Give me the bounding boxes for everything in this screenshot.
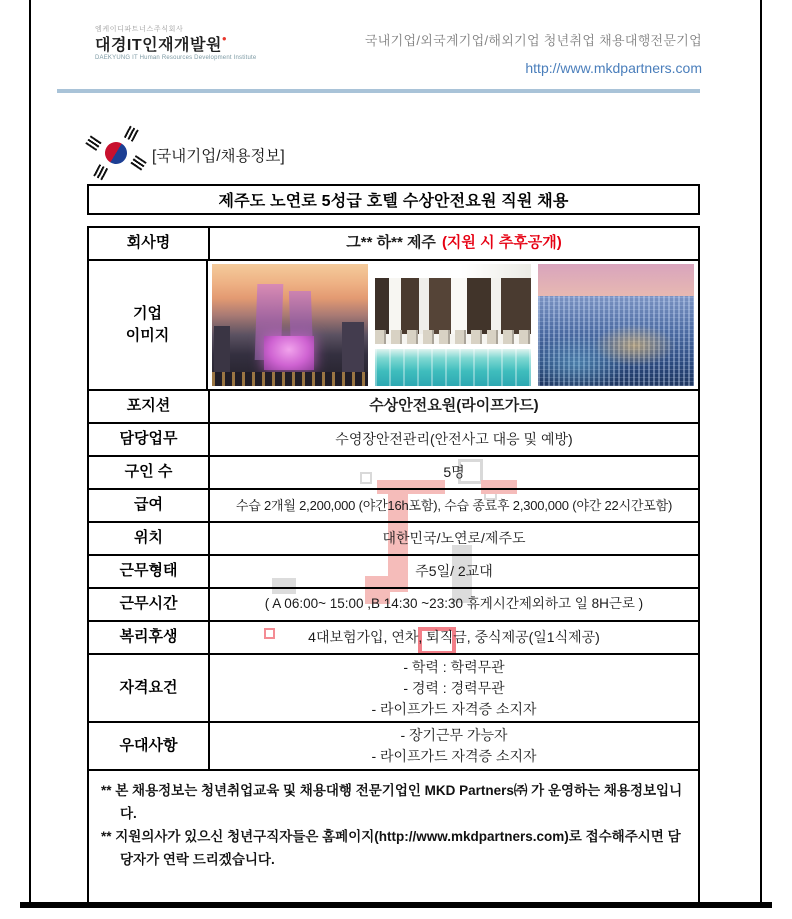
hotel-exterior-photo <box>212 264 368 386</box>
row-label: 담당업무 <box>89 424 210 455</box>
row-label: 구인 수 <box>89 457 210 488</box>
row-value: 대한민국/노연로/제주도 <box>382 530 526 546</box>
korean-flag-icon <box>85 125 146 180</box>
table-row-requirements <box>89 655 698 723</box>
table-row-location <box>89 523 698 556</box>
header-divider <box>57 89 700 93</box>
row-label: 복리후생 <box>89 622 210 653</box>
indoor-pool-photo <box>375 264 531 386</box>
flag-trigram-icon <box>130 155 146 171</box>
table-row-headcount <box>89 457 698 490</box>
posting-title: 제주도 노연로 5성급 호텔 수상안전요원 직원 채용 <box>87 184 700 215</box>
company-name-note: (지원 시 추후공개) <box>441 234 562 252</box>
row-label: 근무형태 <box>89 556 210 587</box>
row-value: 5명 <box>443 464 465 480</box>
table-row-position <box>89 391 698 424</box>
row-value: 수습 2개월 2,200,000 (야간16h포함), 수습 종료후 2,300,000 (야간 22시간포함) <box>235 497 673 513</box>
table-row-salary <box>89 490 698 523</box>
row-value: ( A 06:00~ 15:00 ,B 14:30 ~23:30 휴게시간제외하고 일 8H근로 ) <box>264 596 644 612</box>
row-value: 주5일/ 2교대 <box>415 563 493 579</box>
logo-title: 대경IT인재개발원● <box>95 34 228 54</box>
row-value: - 학력 : 학력무관 - 경력 : 경력무관 - 라이프가드 자격증 소지자 <box>371 658 537 717</box>
flag-trigram-icon <box>124 126 139 142</box>
logo-red-dot-icon: ● <box>221 34 228 43</box>
page-frame-right <box>760 0 762 905</box>
table-row-images <box>89 261 698 391</box>
table-row-preferred <box>89 723 698 771</box>
taegeuk-circle <box>103 140 130 167</box>
header-website-link[interactable]: http://www.mkdpartners.com <box>525 60 702 76</box>
row-label: 회사명 <box>89 228 210 259</box>
row-value: 수영장안전관리(안전사고 대응 및 예방) <box>335 431 573 447</box>
row-label: 급여 <box>89 490 210 521</box>
row-label: 포지션 <box>89 391 210 422</box>
row-value: 수상안전요원(라이프가드) <box>369 397 539 415</box>
company-photos <box>208 261 698 389</box>
row-label: 위치 <box>89 523 210 554</box>
header-tagline: 국내기업/외국계기업/해외기업 청년취업 채용대행전문기업 <box>364 33 702 48</box>
row-label: 기업 이미지 <box>89 261 208 389</box>
table-row-duty <box>89 424 698 457</box>
logo-subtitle-korean: 엠케이디파트너스주식회사 <box>95 26 184 33</box>
job-info-table <box>87 226 700 903</box>
page-frame-left <box>29 0 31 905</box>
logo-subtitle-english: DAEKYUNG IT Human Resources Development Institute <box>95 55 257 62</box>
footer-note-2: ** 지원의사가 있으신 청년구직자들은 홈페이지(http://www.mkdpartners.com)로 접수해주시면 담당자가 연락 드리겠습니다. <box>101 828 681 867</box>
row-label: 자격요건 <box>89 655 210 721</box>
category-label: [국내기업/채용정보] <box>152 148 285 165</box>
city-aerial-photo <box>538 264 694 386</box>
table-row-worktype <box>89 556 698 589</box>
flag-trigram-icon <box>85 135 101 151</box>
table-row-worktime <box>89 589 698 622</box>
footer-note-1: ** 본 채용정보는 청년취업교육 및 채용대행 전문기업인 MKD Partners㈜ 가 운영하는 채용정보입니다. <box>101 783 683 821</box>
table-row-benefits <box>89 622 698 655</box>
footer-notes <box>89 771 698 903</box>
flag-trigram-icon <box>93 164 108 180</box>
table-row-company <box>89 228 698 261</box>
company-name: 그** 하** 제주 <box>346 234 436 252</box>
row-label: 근무시간 <box>89 589 210 620</box>
row-value: 4대보험가입, 연차, 퇴직금, 중식제공(일1식제공) <box>308 629 600 645</box>
company-logo <box>95 24 315 61</box>
row-value <box>210 228 698 259</box>
row-value: - 장기근무 가능자 - 라이프가드 자격증 소지자 <box>371 727 537 764</box>
row-label: 우대사항 <box>89 723 210 769</box>
